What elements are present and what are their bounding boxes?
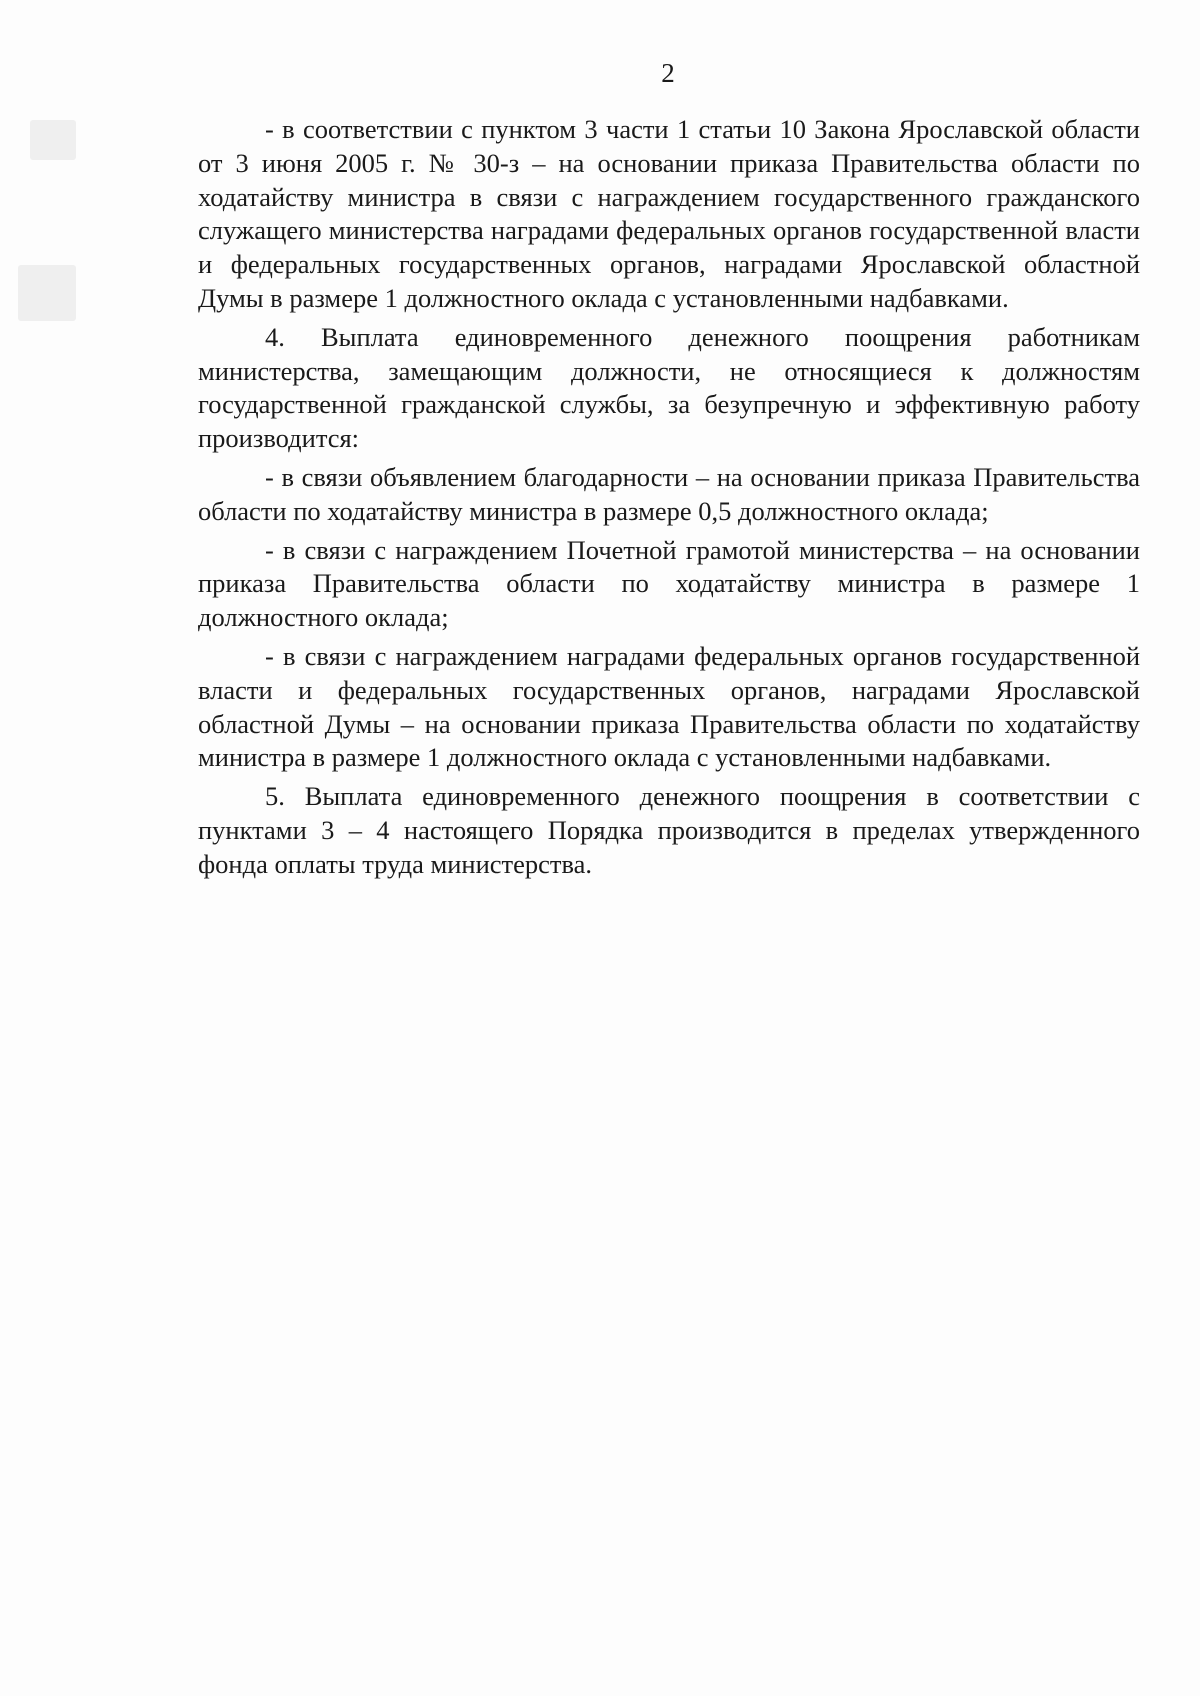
scan-artifact	[30, 120, 76, 160]
paragraph-5-payroll-fund: 5. Выплата единовременного денежного поощрения в соответствии с пунктами 3 – 4 настоящего Порядка производится в пределах утвержденного фонда оплаты труда министерства.	[198, 781, 1140, 879]
scan-artifact	[18, 265, 76, 321]
paragraph-4-one-time-bonus: 4. Выплата единовременного денежного поощрения работникам министерства, замещающим должности, не относящиеся к должностям государственной гражданской службы, за безупречную и эффективную работу производится:	[198, 321, 1140, 454]
document-body	[198, 113, 1140, 887]
paragraph-bullet-honor-certificate: - в связи с награждением Почетной грамотой министерства – на основании приказа Правительства области по ходатайству министра в размере 1 должностного оклада;	[198, 534, 1140, 633]
paragraph-bullet-federal-awards-civil-servant: - в соответствии с пунктом 3 части 1 статьи 10 Закона Ярославской области от 3 июня 2005 г. № 30-з – на основании приказа Правительства области по ходатайству министра в связи с награждением государственного гражданского служащего министерства наградами федеральных органов государственной власти и федеральных государственных органов, наградами Ярославской областной Думы в размере 1 должностного оклада с установленными надбавками.	[198, 114, 1140, 313]
paragraph-bullet-gratitude: - в связи объявлением благодарности – на основании приказа Правительства области по ходатайству министра в размере 0,5 должностного оклада;	[198, 461, 1140, 526]
paragraph-bullet-federal-awards-workers: - в связи с награждением наградами федеральных органов государственной власти и федеральных государственных органов, наградами Ярославской областной Думы – на основании приказа Правительства области по ходатайству министра в размере 1 должностного оклада с установленными надбавками.	[198, 640, 1140, 773]
page-number: 2	[661, 58, 675, 88]
